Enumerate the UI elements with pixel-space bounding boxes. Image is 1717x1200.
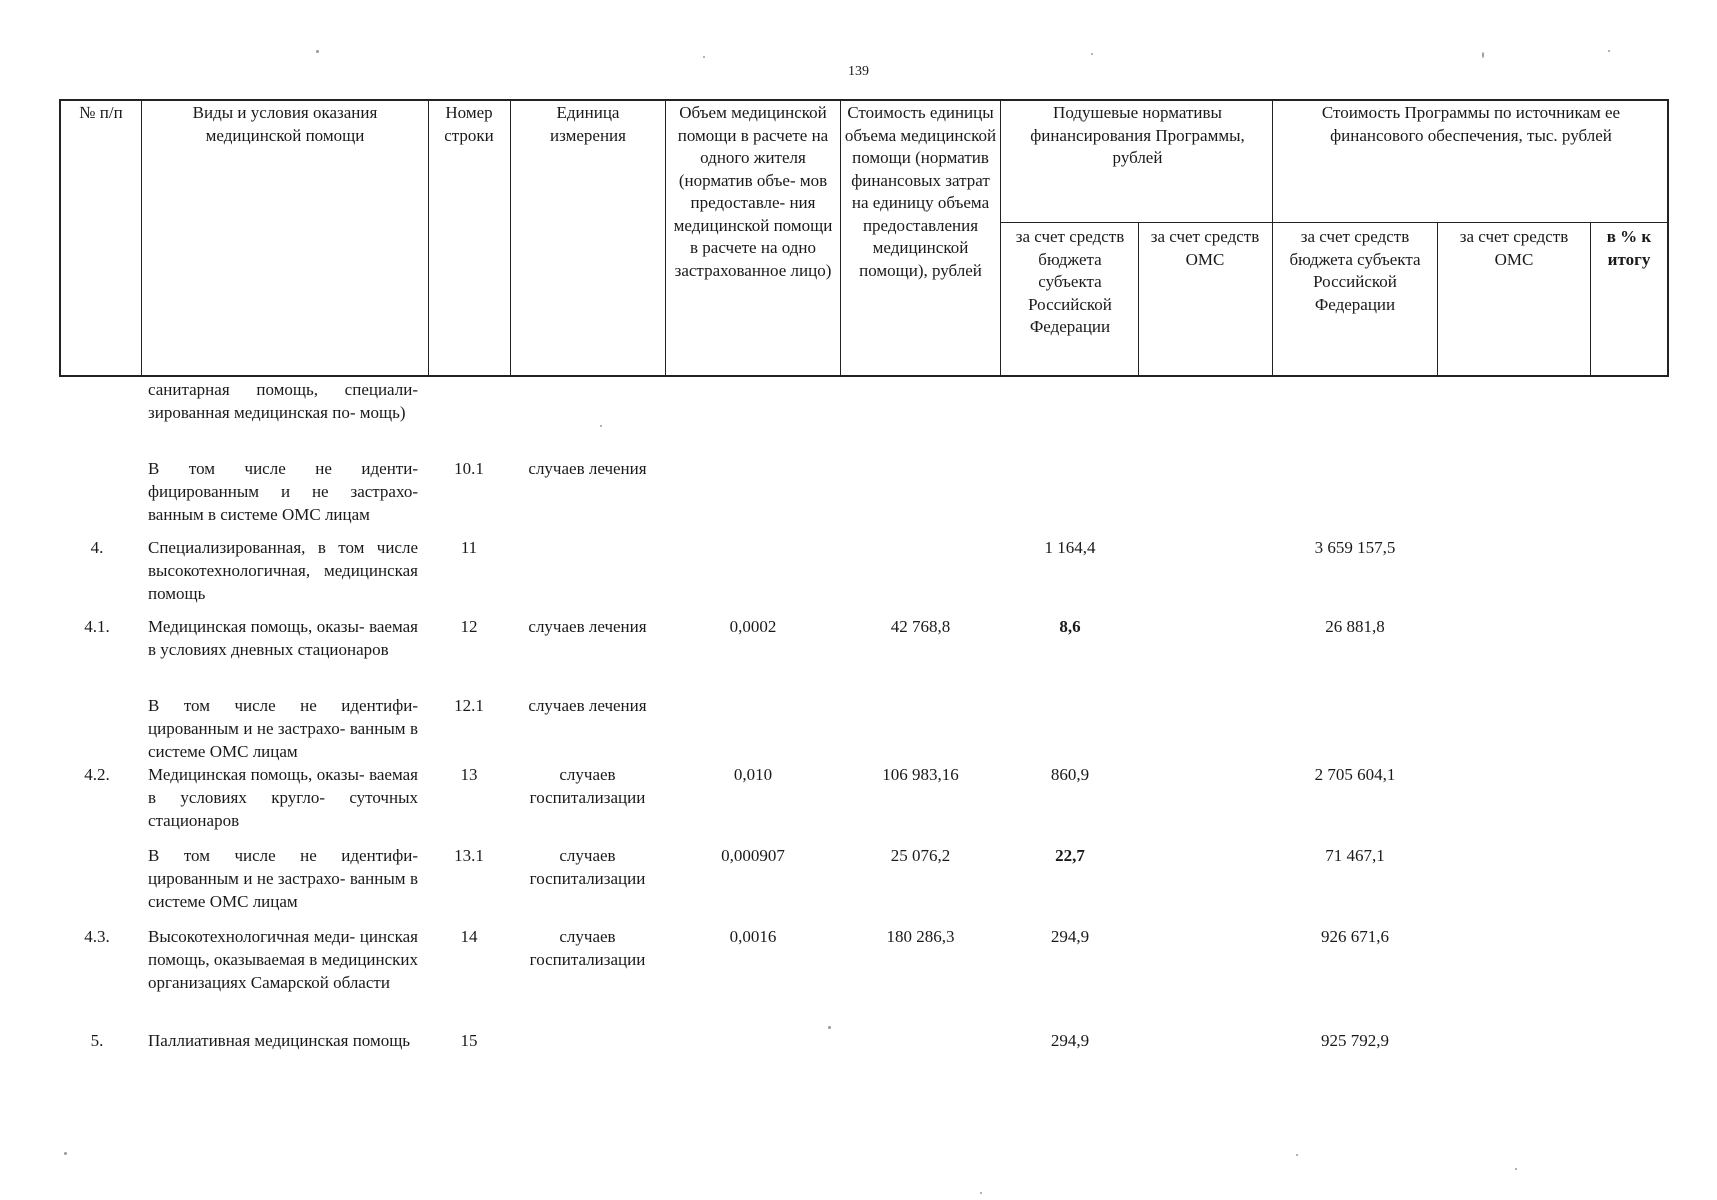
row-name: санитарная помощь, специали- зированная медицинская по- мощь) [148, 380, 418, 422]
row-cost-budget: 3 659 157,5 [1314, 538, 1396, 557]
row-num: 4. [90, 538, 104, 557]
row-pc-budget: 860,9 [1050, 765, 1090, 784]
header-per-capita-budget: за счет средств бюджета субъекта Российской Федерации [1015, 227, 1125, 336]
row-number: 13.1 [454, 846, 484, 865]
row-unit: случаев госпитализации [529, 927, 646, 969]
row-name: Высокотехнологичная меди- цинская помощь, оказываемая в медицинских организациях Самарской области [148, 927, 419, 992]
row-cost-budget: 925 792,9 [1321, 1031, 1389, 1050]
row-number: 10.1 [454, 459, 484, 478]
row-number: 12.1 [454, 696, 484, 715]
row-name: Медицинская помощь, оказы- ваемая в условиях дневных стационаров [148, 617, 418, 659]
row-name: В том числе не идентифи- цированным и не застрахо- ванным в системе ОМС лицам [148, 846, 418, 911]
header-row-number: Номер строки [444, 103, 494, 145]
header-unit: Единица измерения [550, 103, 626, 145]
row-pc-budget: 22,7 [1055, 846, 1085, 865]
row-volume: 0,0016 [729, 927, 777, 946]
row-unit-cost: 106 983,16 [882, 765, 959, 784]
row-unit-cost: 25 076,2 [890, 846, 951, 865]
row-num: 4.3. [84, 927, 110, 946]
row-num: 4.1. [84, 617, 110, 636]
row-number: 15 [460, 1031, 478, 1050]
row-number: 11 [460, 538, 478, 557]
row-name: Специализированная, в том числе высокотехнологичная, медицинская помощь [148, 538, 418, 603]
row-num: 5. [90, 1031, 104, 1050]
row-unit: случаев госпитализации [529, 765, 646, 807]
row-pc-budget: 8,6 [1059, 617, 1081, 636]
row-unit: случаев лечения [528, 696, 647, 715]
row-unit: случаев лечения [528, 459, 647, 478]
row-volume: 0,010 [733, 765, 773, 784]
row-cost-budget: 71 467,1 [1325, 846, 1385, 865]
row-pc-budget: 294,9 [1050, 927, 1090, 946]
row-unit: случаев лечения [528, 617, 647, 636]
row-number: 13 [460, 765, 478, 784]
header-per-capita-oms: за счет средств ОМС [1150, 227, 1260, 269]
header-cost-oms: за счет средств ОМС [1459, 227, 1569, 269]
row-name: Паллиативная медицинская помощь [148, 1031, 411, 1050]
page-number: 139 [848, 64, 869, 79]
row-pc-budget: 1 164,4 [1044, 538, 1096, 557]
row-name: Медицинская помощь, оказы- ваемая в условиях кругло- суточных стационаров [148, 765, 418, 830]
header-types: Виды и условия оказания медицинской помощи [192, 103, 378, 145]
row-volume: 0,0002 [729, 617, 777, 636]
header-cost-percent: в % к итогу [1606, 227, 1652, 269]
header-per-capita-group: Подушевые нормативы финансирования Программы, рублей [1030, 103, 1245, 167]
row-name: В том числе не идентифи- цированным и не застрахо- ванным в системе ОМС лицам [148, 696, 418, 761]
row-cost-budget: 2 705 604,1 [1314, 765, 1396, 784]
row-unit-cost: 42 768,8 [890, 617, 951, 636]
row-volume: 0,000907 [721, 846, 785, 865]
row-num: 4.2. [84, 765, 110, 784]
row-number: 14 [460, 927, 478, 946]
header-volume: Объем медицинской помощи в расчете на одного жителя (норматив объе- мов предоставле- ния медицинской помощи в расчете на одно застрахованное лицо) [673, 103, 833, 280]
header-unit-cost: Стоимость единицы объема медицинской помощи (норматив финансовых затрат на единицу объема предоставления медицинской помощи), рублей [844, 103, 997, 280]
row-cost-budget: 926 671,6 [1321, 927, 1389, 946]
row-cost-budget: 26 881,8 [1325, 617, 1385, 636]
row-unit: случаев госпитализации [529, 846, 646, 888]
row-number: 12 [460, 617, 478, 636]
row-name: В том числе не иденти- фицированным и не застрахо- ванным в системе ОМС лицам [148, 459, 418, 524]
header-program-cost-group: Стоимость Программы по источникам ее финансового обеспечения, тыс. рублей [1321, 103, 1621, 145]
row-pc-budget: 294,9 [1050, 1031, 1090, 1050]
row-unit-cost: 180 286,3 [886, 927, 955, 946]
header-cost-budget: за счет средств бюджета субъекта Российской Федерации [1289, 227, 1421, 314]
header-num: № п/п [79, 103, 123, 122]
